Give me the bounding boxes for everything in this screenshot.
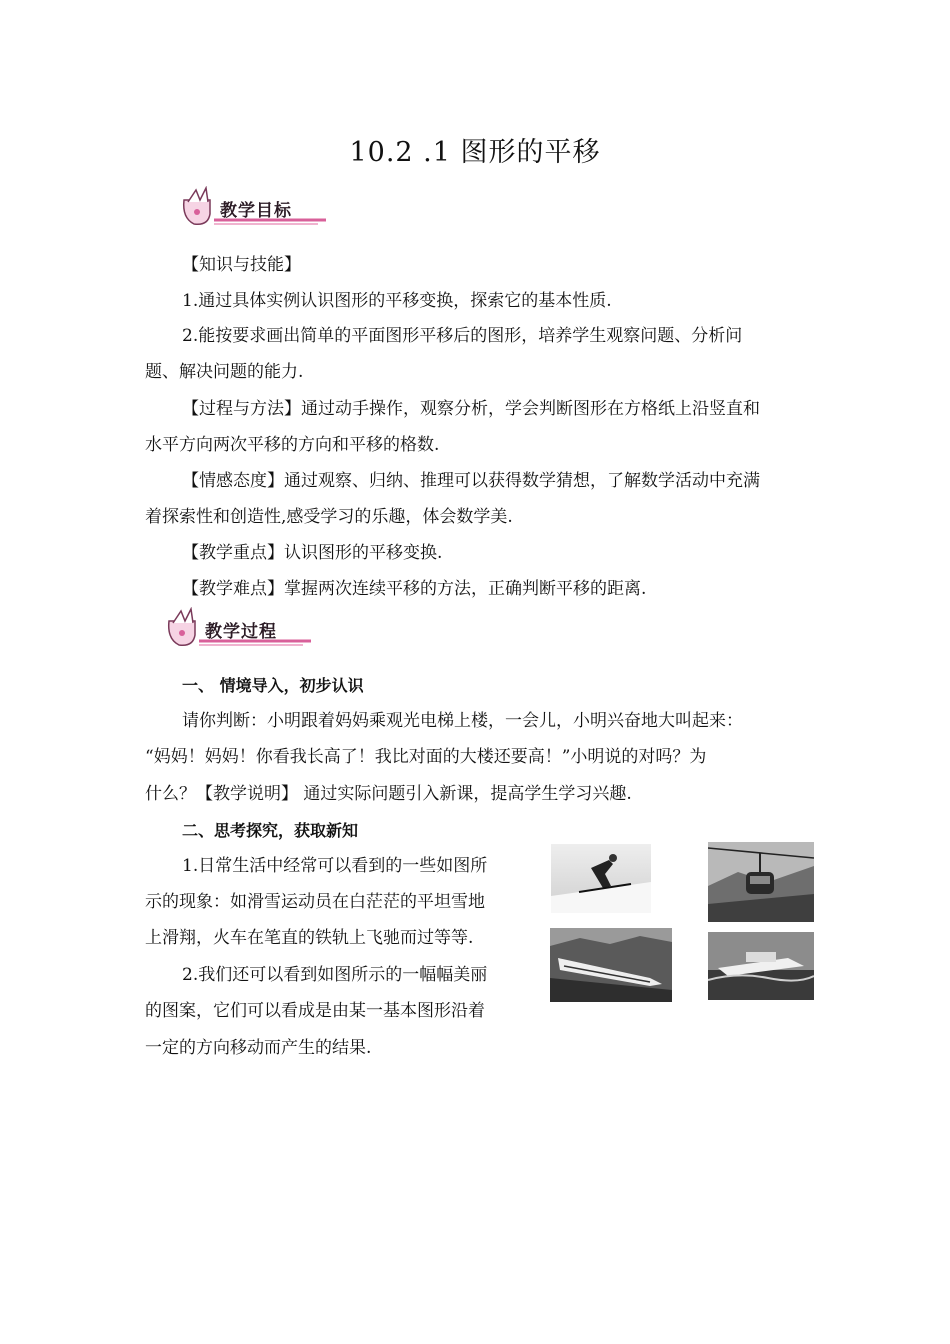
attitude-line2: 着探索性和创造性,感受学习的乐趣，体会数学美.	[145, 507, 513, 527]
section-2-p1-line1: 1.日常生活中经常可以看到的一些如图所	[182, 856, 488, 876]
section-2-p2-line2: 的图案，它们可以看成是由某一基本图形沿着	[145, 1001, 485, 1021]
difficulty: 【教学难点】掌握两次连续平移的方法，正确判断平移的距离.	[182, 579, 647, 599]
key-point: 【教学重点】认识图形的平移变换.	[182, 543, 443, 563]
skier-photo	[551, 844, 651, 913]
process-method-line1: 【过程与方法】通过动手操作，观察分析，学会判断图形在方格纸上沿竖直和	[182, 399, 760, 419]
cable-car-photo	[708, 842, 814, 922]
knowledge-heading: 【知识与技能】	[182, 255, 301, 275]
train-photo	[550, 928, 672, 1002]
boat-photo	[708, 932, 814, 1000]
section-1-line2: “妈妈！妈妈！你看我长高了！我比对面的大楼还要高！”小明说的对吗？为	[145, 747, 707, 767]
attitude-line1: 【情感态度】通过观察、归纳、推理可以获得数学猜想，了解数学活动中充满	[182, 471, 760, 491]
knowledge-item-2-line2: 题、解决问题的能力.	[145, 362, 304, 382]
knowledge-item-2-line1: 2.能按要求画出简单的平面图形平移后的图形，培养学生观察问题、分析问	[182, 326, 743, 346]
process-badge	[163, 607, 313, 651]
process-badge-label: 教学过程	[205, 622, 277, 642]
section-1-line3: 什么？【教学说明】 通过实际问题引入新课，提高学生学习兴趣.	[145, 784, 632, 804]
objectives-badge	[178, 186, 328, 230]
section-2-p2-line1: 2.我们还可以看到如图所示的一幅幅美丽	[182, 965, 488, 985]
knowledge-item-1: 1.通过具体实例认识图形的平移变换，探索它的基本性质.	[182, 291, 612, 311]
section-1-line1: 请你判断：小明跟着妈妈乘观光电梯上楼，一会儿，小明兴奋地大叫起来：	[182, 711, 743, 731]
section-2-p1-line3: 上滑翔，火车在笔直的铁轨上飞驰而过等等.	[145, 928, 474, 948]
process-method-line2: 水平方向两次平移的方向和平移的格数.	[145, 435, 440, 455]
section-2-heading: 二、思考探究，获取新知	[182, 821, 359, 840]
section-2-p1-line2: 示的现象：如滑雪运动员在白茫茫的平坦雪地	[145, 892, 485, 912]
section-1-heading: 一、 情境导入，初步认识	[182, 676, 364, 695]
section-2-p2-line3: 一定的方向移动而产生的结果.	[145, 1038, 372, 1058]
page-title: 10.2 .1 图形的平移	[349, 137, 601, 168]
objectives-badge-label: 教学目标	[220, 201, 292, 221]
